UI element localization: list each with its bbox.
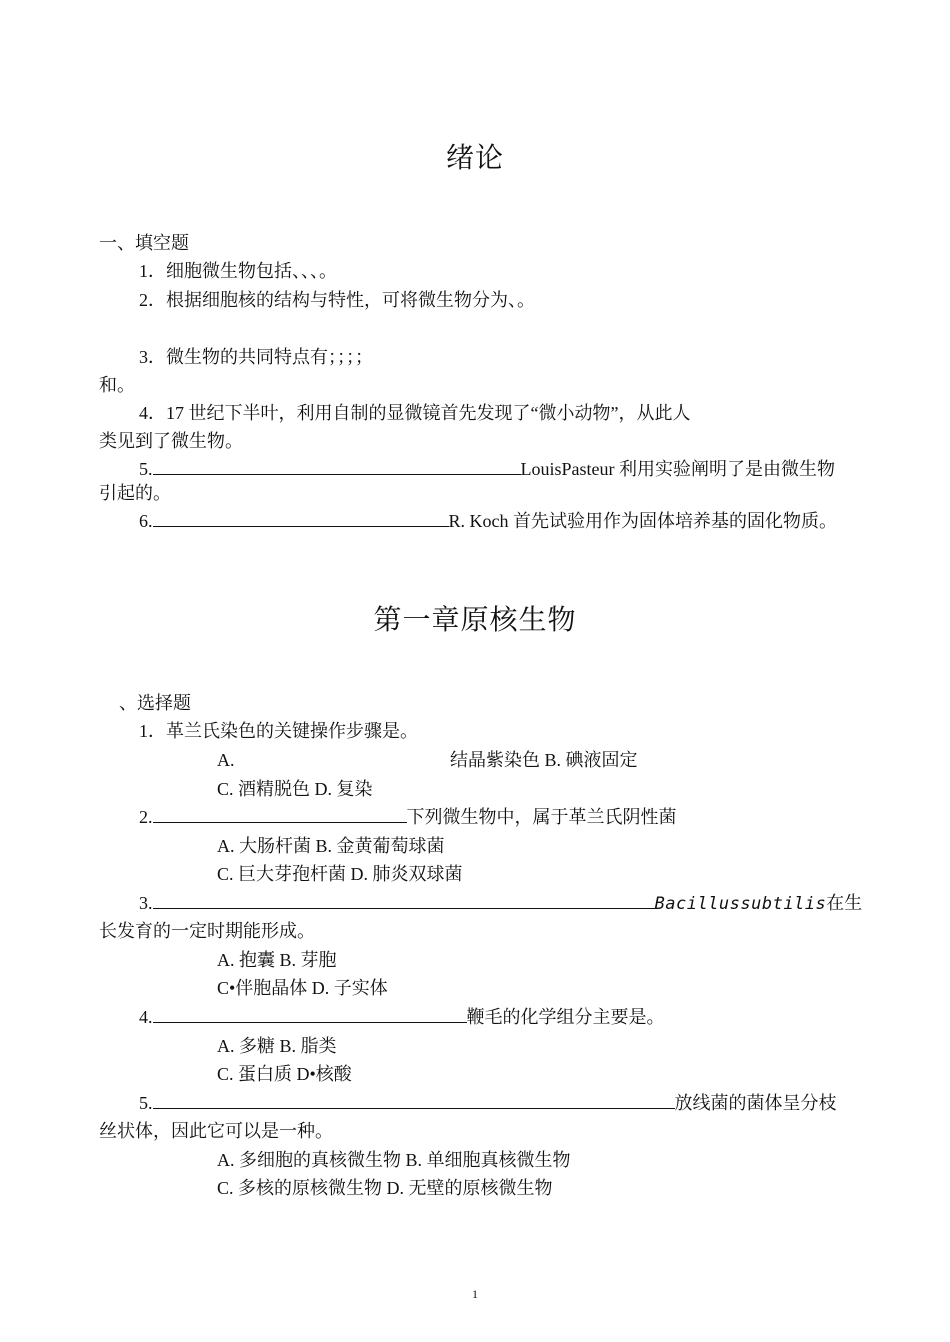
question-number: 3. — [139, 893, 153, 913]
question-text: 下列微生物中，属于革兰氏阴性菌 — [406, 807, 677, 827]
intro-question-2: 2．根据细胞核的结构与特性，可将微生物分为、。 — [139, 290, 535, 310]
ch1-q1-option-a-label: A. — [217, 750, 235, 770]
intro-question-5-cont: 引起的。 — [99, 483, 171, 503]
ch1-q3-options-ab: A. 抱囊 B. 芽胞 — [217, 950, 337, 970]
ch1-question-3-cont: 长发育的一定时期能形成。 — [99, 921, 315, 941]
ch1-question-5-cont: 丝状体，因此它可以是一种。 — [99, 1121, 333, 1141]
question-number: 6. — [139, 511, 153, 531]
question-number: 4. — [139, 1007, 153, 1027]
ch1-q2-options-ab: A. 大肠杆菌 B. 金黄葡萄球菌 — [217, 836, 445, 856]
intro-question-3: 3．微生物的共同特点有；；；； — [139, 347, 373, 367]
intro-question-4-cont: 类见到了微生物。 — [99, 431, 243, 451]
ch1-q5-options-cd: C. 多核的原核微生物 D. 无壁的原核微生物 — [217, 1178, 553, 1198]
answer-blank — [153, 456, 521, 475]
ch1-q4-options-cd: C. 蛋白质 D•核酸 — [217, 1064, 352, 1084]
question-number: 5. — [139, 1093, 153, 1113]
ch1-question-5 — [139, 1090, 837, 1116]
ch1-question-3 — [139, 890, 862, 917]
answer-blank — [153, 508, 449, 527]
question-number: 5. — [139, 459, 153, 479]
page-number: 1 — [472, 1287, 478, 1301]
ch1-section-heading: 、选择题 — [119, 693, 191, 713]
question-text: 鞭毛的化学组分主要是。 — [466, 1007, 665, 1027]
species-name: Bacillussubtilis — [654, 894, 827, 914]
ch1-q4-options-ab: A. 多糖 B. 脂类 — [217, 1036, 337, 1056]
chapter-1-title: 第一章原核生物 — [373, 605, 577, 636]
intro-question-1: 1．细胞微生物包括、、、。 — [139, 261, 337, 281]
intro-title: 绪论 — [445, 143, 504, 174]
ch1-question-2 — [139, 804, 677, 830]
intro-question-6 — [139, 508, 837, 534]
ch1-q3-options-cd: C•伴胞晶体 D. 子实体 — [217, 978, 388, 998]
ch1-q1-options-cd: C. 酒精脱色 D. 复染 — [217, 779, 373, 799]
intro-question-3-cont: 和。 — [99, 375, 135, 395]
ch1-q2-options-cd: C. 巨大芽孢杆菌 D. 肺炎双球菌 — [217, 864, 463, 884]
answer-blank — [153, 1004, 467, 1023]
answer-blank — [153, 804, 407, 823]
answer-blank — [153, 890, 655, 909]
intro-section-heading: 一、填空题 — [99, 233, 189, 253]
question-number: 2. — [139, 807, 153, 827]
intro-question-5 — [139, 456, 835, 482]
ch1-q5-options-ab: A. 多细胞的真核微生物 B. 单细胞真核微生物 — [217, 1150, 571, 1170]
question-text: R. Koch 首先试验用作为固体培养基的固化物质。 — [448, 511, 837, 531]
answer-blank — [153, 1090, 675, 1109]
ch1-q1-options-ab: 结晶紫染色 B. 碘液固定 — [450, 750, 638, 770]
question-text: 在生 — [826, 893, 863, 913]
intro-question-4: 4．17 世纪下半叶，利用自制的显微镜首先发现了“微小动物”，从此人 — [139, 403, 691, 423]
ch1-question-4 — [139, 1004, 665, 1030]
question-text: 放线菌的菌体呈分枝 — [674, 1093, 837, 1113]
question-text: LouisPasteur 利用实验阐明了是由微生物 — [520, 459, 835, 479]
ch1-question-1: 1．革兰氏染色的关键操作步骤是。 — [139, 721, 418, 741]
